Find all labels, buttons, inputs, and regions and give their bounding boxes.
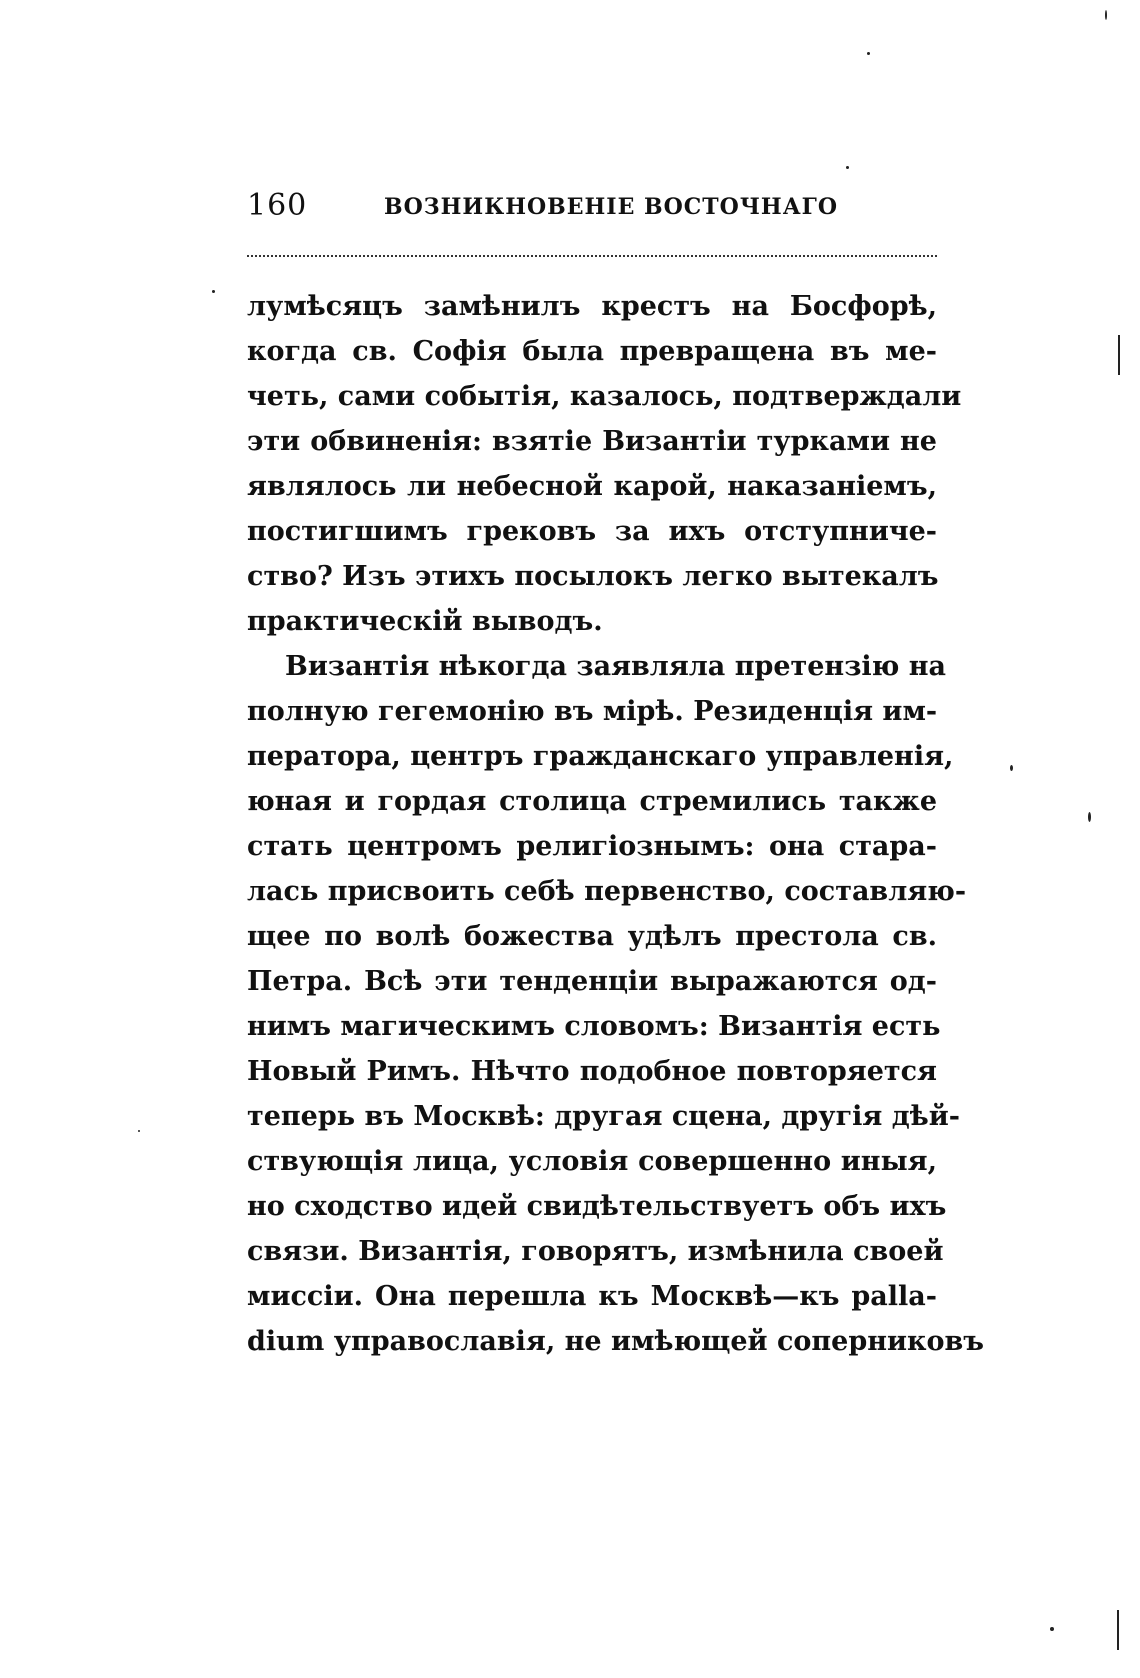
scan-speck — [1105, 10, 1107, 20]
scan-speck — [1117, 1610, 1119, 1650]
text-line: полную гегемонію въ мірѣ. Резиденція им- — [247, 696, 938, 727]
text-line: ствующія лица, условія совершенно иныя, — [247, 1146, 937, 1177]
text-line: четь, сами событія, казалось, подтверждали — [247, 381, 962, 412]
text-line: эти обвиненія: взятіе Византіи турками не — [247, 426, 937, 457]
paragraph-first-line: Византія нѣкогда заявляла претензію на — [285, 651, 947, 682]
scan-speck — [138, 1130, 140, 1132]
text-line: ство? Изъ этихъ посылокъ легко вытекалъ — [247, 561, 939, 592]
text-line: нимъ магическимъ словомъ: Византія есть — [247, 1011, 941, 1042]
text-line: Петра. Всѣ эти тенденціи выражаются од- — [247, 966, 937, 997]
page-number: 160 — [247, 188, 308, 223]
text-line: юная и гордая столица стремились также — [247, 786, 937, 817]
text-line: но сходство идей свидѣтельствуетъ объ ихъ — [247, 1191, 947, 1222]
text-line: лумѣсяцъ замѣнилъ крестъ на Босфорѣ, — [247, 291, 937, 322]
scan-speck — [212, 290, 215, 293]
running-head — [247, 188, 937, 228]
text-line: щее по волѣ божества удѣлъ престола св. — [247, 921, 937, 952]
text-line: Новый Римъ. Нѣчто подобное повторяется — [247, 1056, 937, 1087]
text-line: связи. Византія, говорятъ, измѣнила своей — [247, 1236, 944, 1267]
scan-speck — [867, 52, 870, 55]
text-line: dium управославія, не имѣющей соперниковъ — [247, 1326, 985, 1357]
text-line: лась присвоить себѣ первенство, составляю- — [247, 876, 967, 907]
body-text — [247, 284, 985, 1364]
running-title: ВОЗНИКНОВЕНІЕ ВОСТОЧНАГО — [384, 194, 838, 220]
text-line: практическій выводъ. — [247, 606, 603, 637]
text-line: являлось ли небесной карой, наказаніемъ, — [247, 471, 937, 502]
scan-speck — [846, 166, 849, 169]
text-line: ператора, центръ гражданскаго управленія, — [247, 741, 954, 772]
scan-speck — [1088, 812, 1091, 822]
text-line: когда св. Софія была превращена въ ме- — [247, 336, 937, 367]
scan-speck — [1050, 1627, 1054, 1631]
scan-speck — [1118, 335, 1120, 375]
text-line: теперь въ Москвѣ: другая сцена, другія дѣй- — [247, 1101, 960, 1132]
text-line: стать центромъ религіознымъ: она стара- — [247, 831, 937, 862]
text-line: постигшимъ грековъ за ихъ отступниче- — [247, 516, 937, 547]
header-rule — [247, 255, 937, 257]
text-line: миссіи. Она перешла къ Москвѣ—къ palla- — [247, 1281, 937, 1312]
scan-speck — [1010, 765, 1013, 771]
